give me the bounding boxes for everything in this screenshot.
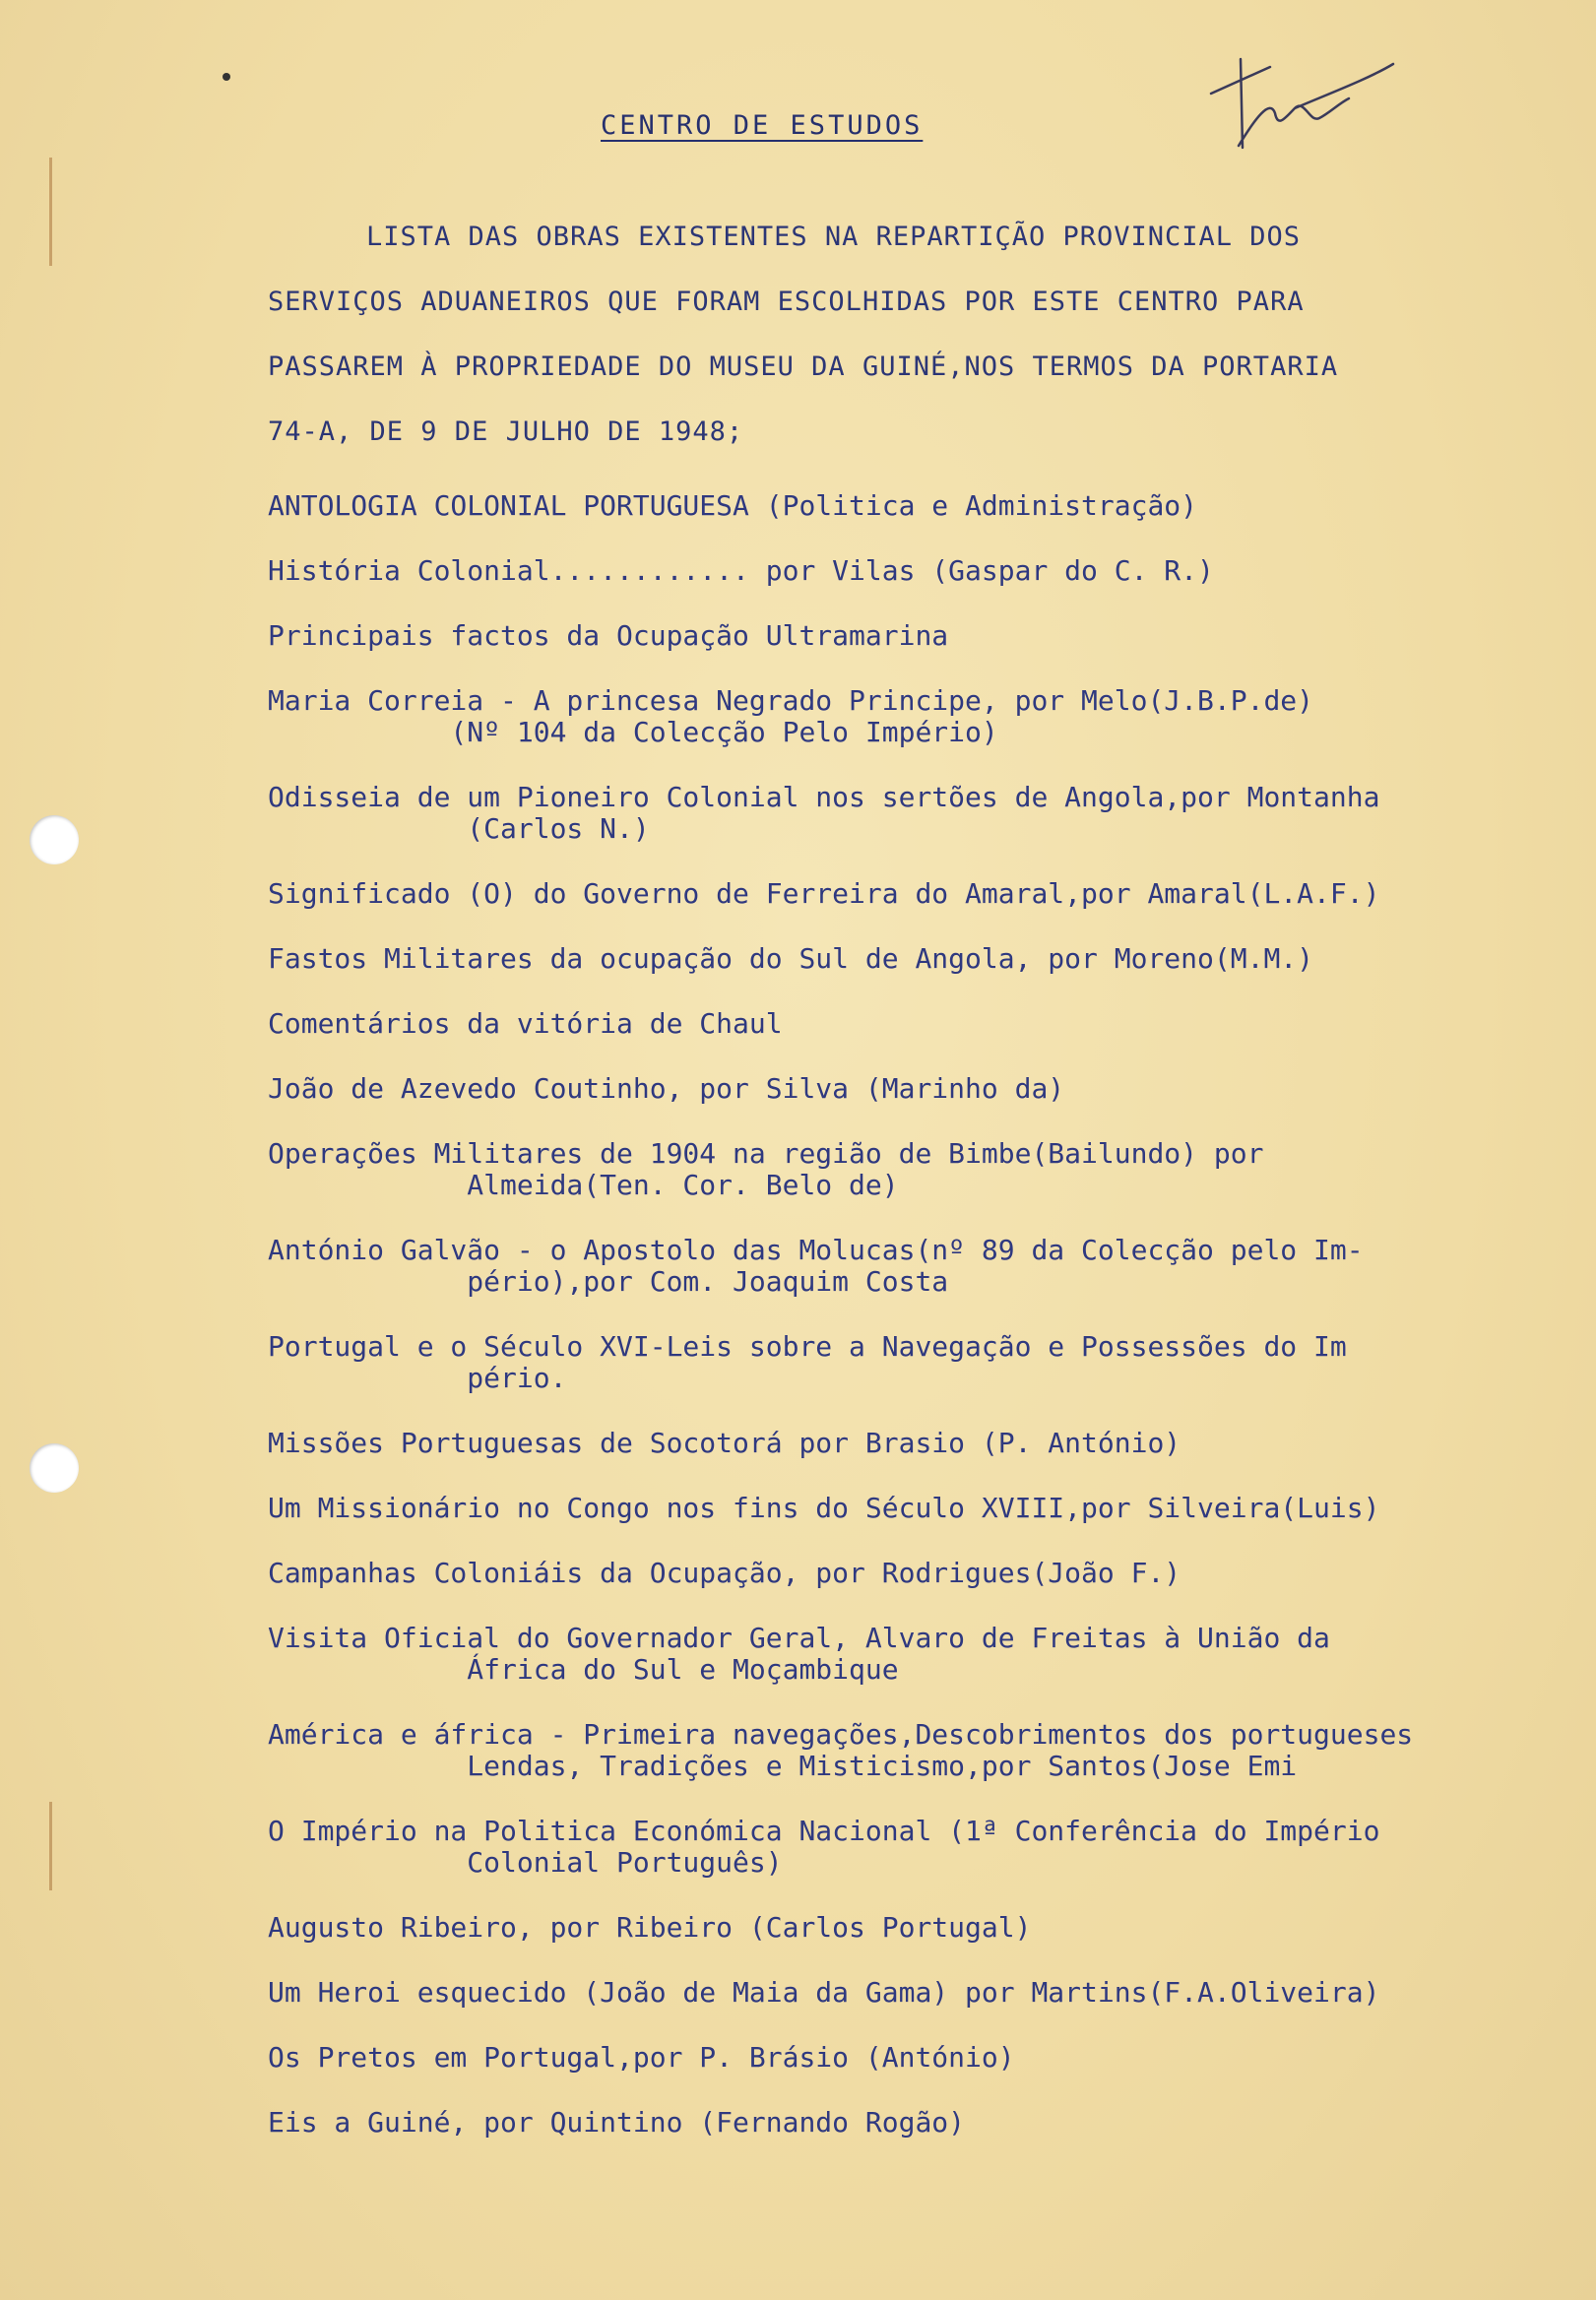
list-item — [268, 878, 1587, 943]
handwritten-signature — [1201, 39, 1398, 158]
intro-line: LISTA DAS OBRAS EXISTENTES NA REPARTIÇÃO PROVINCIAL DOS — [366, 222, 1302, 252]
list-item — [268, 1623, 1587, 1719]
ink-dot — [223, 73, 230, 81]
list-item-title: América e áfrica - Primeira navegações,Descobrimentos dos portugueses — [268, 1718, 1414, 1751]
list-item-title: Odisseia de um Pioneiro Colonial nos sertões de Angola,por Montanha — [268, 781, 1380, 813]
list-item-title: Visita Oficial do Governador Geral, Alvaro de Freitas à União da — [268, 1622, 1330, 1654]
list-item-continuation: Colonial Português) — [268, 1846, 783, 1879]
list-item-title: Operações Militares de 1904 na região de Bimbe(Bailundo) por — [268, 1137, 1264, 1170]
list-item — [268, 2107, 1587, 2172]
list-item — [268, 1138, 1587, 1235]
list-item — [268, 620, 1587, 685]
list-item-title: Fastos Militares da ocupação do Sul de Angola, por Moreno(M.M.) — [268, 942, 1314, 975]
staple-mark-bottom — [49, 1802, 66, 1890]
list-item-continuation: (Nº 104 da Colecção Pelo Império) — [268, 716, 998, 748]
list-item — [268, 1008, 1587, 1073]
list-item — [268, 1912, 1587, 1977]
document-heading: CENTRO DE ESTUDOS — [601, 110, 924, 141]
list-item-title: O Império na Politica Económica Nacional (1ª Conferência do Império — [268, 1815, 1380, 1847]
list-item-title: Eis a Guiné, por Quintino (Fernando Rogão) — [268, 2106, 966, 2139]
list-item-continuation: (Carlos N.) — [268, 812, 650, 845]
intro-line: SERVIÇOS ADUANEIROS QUE FORAM ESCOLHIDAS POR ESTE CENTRO PARA — [268, 287, 1305, 317]
list-item-title: Significado (O) do Governo de Ferreira do Amaral,por Amaral(L.A.F.) — [268, 877, 1380, 910]
intro-paragraph — [268, 205, 1538, 465]
list-item-title: Os Pretos em Portugal,por P. Brásio (António) — [268, 2041, 1015, 2074]
list-item — [268, 1719, 1587, 1816]
list-item — [268, 1331, 1587, 1428]
list-item — [268, 1235, 1587, 1331]
list-item-title: Campanhas Coloniáis da Ocupação, por Rodrigues(João F.) — [268, 1557, 1181, 1589]
punch-hole-lower — [30, 1443, 79, 1493]
list-item — [268, 555, 1587, 620]
book-list — [268, 490, 1587, 2172]
list-item-title: João de Azevedo Coutinho, por Silva (Marinho da) — [268, 1072, 1065, 1105]
list-item-title: Maria Correia - A princesa Negrado Principe, por Melo(J.B.P.de) — [268, 684, 1314, 717]
staple-mark-top — [49, 158, 66, 266]
list-item — [268, 1428, 1587, 1493]
list-item — [268, 782, 1587, 878]
intro-line: PASSAREM À PROPRIEDADE DO MUSEU DA GUINÉ,NOS TERMOS DA PORTARIA — [268, 351, 1339, 382]
list-item-continuation: Almeida(Ten. Cor. Belo de) — [268, 1169, 899, 1201]
list-item-title: ANTOLOGIA COLONIAL PORTUGUESA (Politica e Administração) — [268, 489, 1198, 522]
list-item-continuation: África do Sul e Moçambique — [268, 1653, 899, 1686]
intro-line: 74-A, DE 9 DE JULHO DE 1948; — [268, 416, 744, 447]
punch-hole-upper — [30, 815, 79, 864]
list-item-title: História Colonial............ por Vilas (Gaspar do C. R.) — [268, 554, 1214, 587]
list-item-title: Augusto Ribeiro, por Ribeiro (Carlos Portugal) — [268, 1911, 1032, 1944]
list-item — [268, 490, 1587, 555]
list-item — [268, 1977, 1587, 2042]
list-item-title: Portugal e o Século XVI-Leis sobre a Navegação e Possessões do Im — [268, 1330, 1347, 1363]
list-item — [268, 1816, 1587, 1912]
list-item — [268, 1558, 1587, 1623]
list-item-title: Comentários da vitória de Chaul — [268, 1007, 783, 1040]
list-item — [268, 1493, 1587, 1558]
list-item-continuation: Lendas, Tradições e Misticismo,por Santos(Jose Emi — [268, 1750, 1298, 1782]
list-item-continuation: pério. — [268, 1362, 567, 1394]
list-item-title: Missões Portuguesas de Socotorá por Brasio (P. António) — [268, 1427, 1181, 1459]
list-item-title: António Galvão - o Apostolo das Molucas(nº 89 da Colecção pelo Im- — [268, 1234, 1364, 1266]
list-item — [268, 943, 1587, 1008]
list-item-title: Um Missionário no Congo nos fins do Século XVIII,por Silveira(Luis) — [268, 1492, 1380, 1524]
list-item-title: Um Heroi esquecido (João de Maia da Gama) por Martins(F.A.Oliveira) — [268, 1976, 1380, 2009]
list-item-continuation: pério),por Com. Joaquim Costa — [268, 1265, 949, 1298]
list-item-title: Principais factos da Ocupação Ultramarina — [268, 619, 949, 652]
list-item — [268, 685, 1587, 782]
list-item — [268, 2042, 1587, 2107]
list-item — [268, 1073, 1587, 1138]
